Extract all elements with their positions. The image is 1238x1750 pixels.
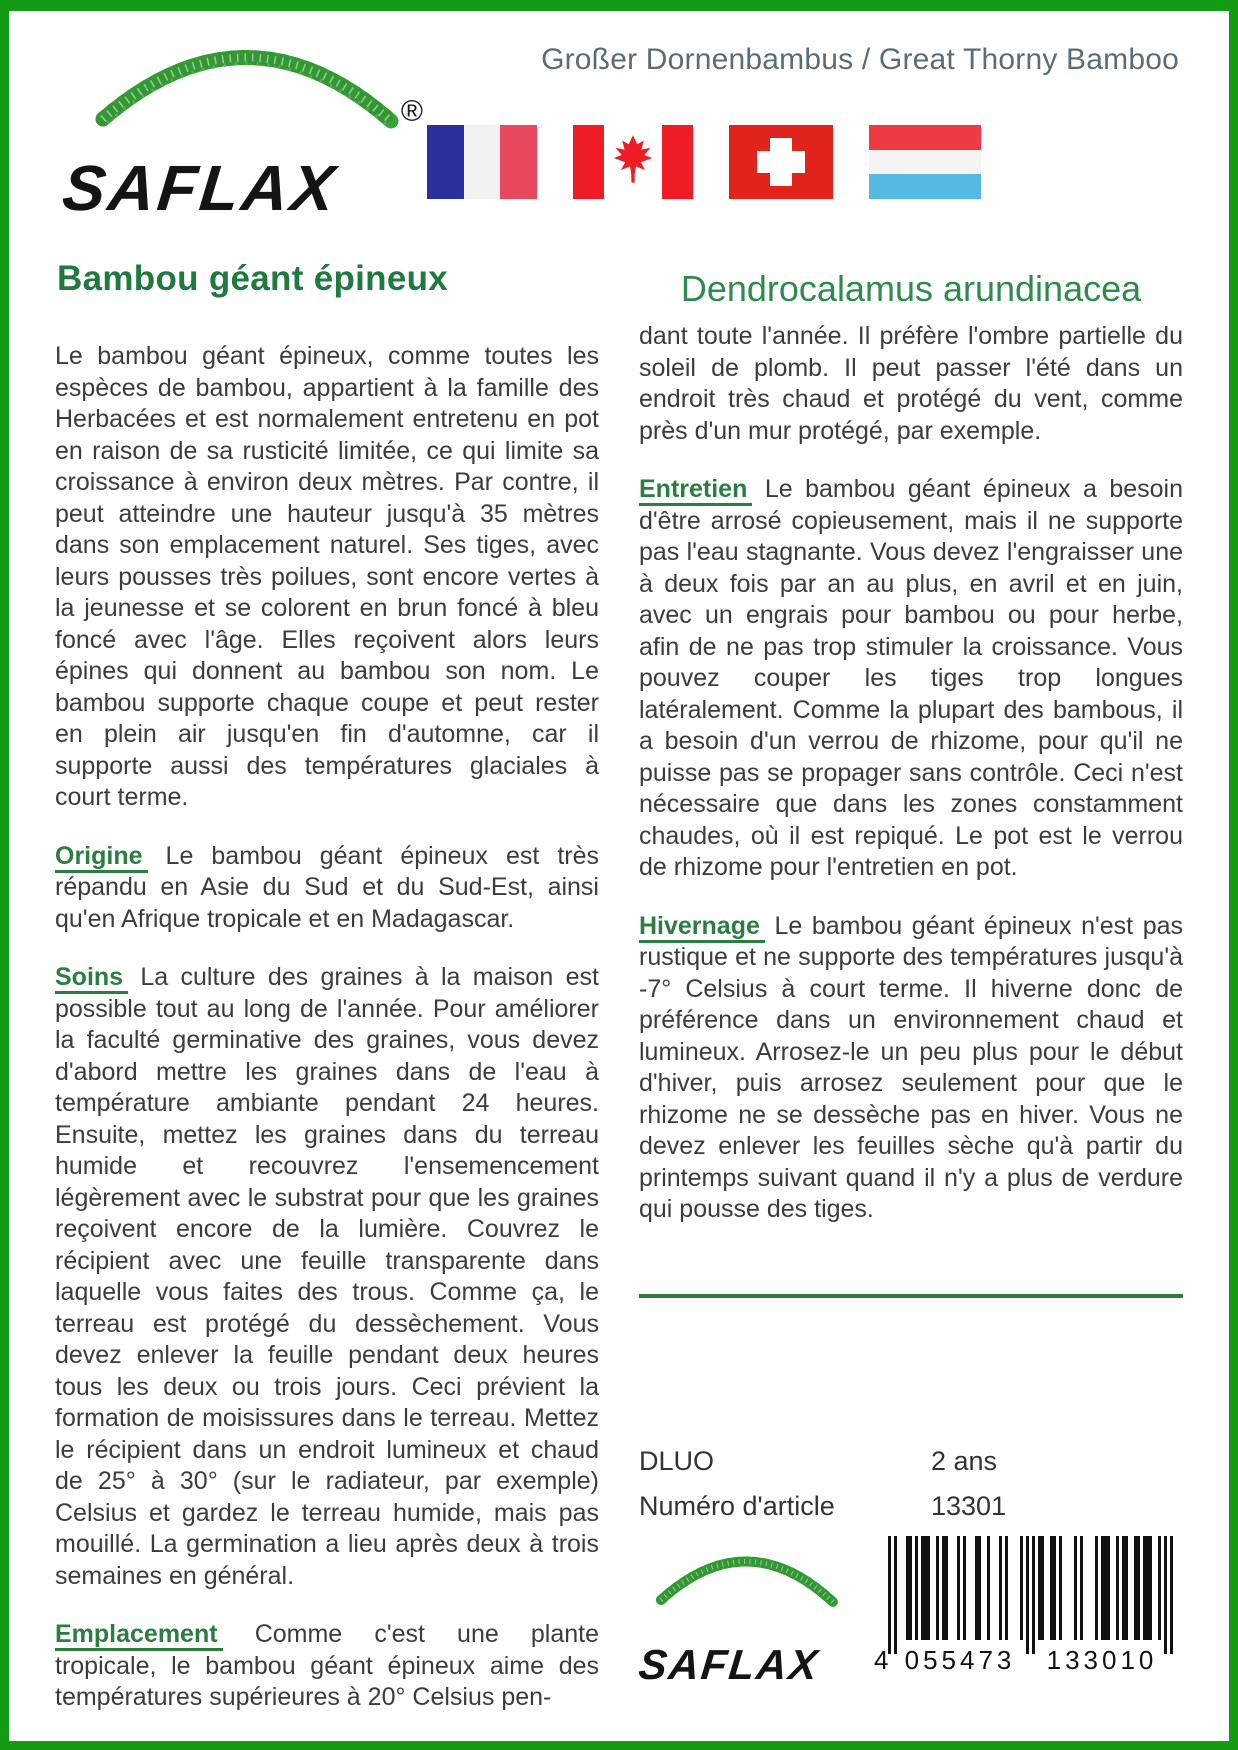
section-heading-soins: Soins — [55, 963, 128, 994]
saflax-logo — [59, 33, 423, 224]
meta-label-article-number: Numéro d'article — [639, 1490, 835, 1521]
left-column — [55, 253, 599, 1714]
barcode — [873, 1536, 1175, 1683]
section-text-hivernage: Le bambou géant épineux n'est pas rustique et ne supporte des températures jusqu'à -7° Celsius à court terme. Il hiverne donc de préférence dans un environnement chaud et lumineux. Arrosez-le un peu plus pour le début d'hiver, puis arrosez seulement pour que le rhizome ne se dessèche pas en hiver. Vous ne devez enlever les feuilles sèche qu'à partir du printemps suivant quand il n'y a plus de verdure qui pousse des tiges. — [639, 911, 1183, 1223]
meta-value-article-number: 13301 — [931, 1490, 1007, 1521]
continuation-paragraph: dant toute l'année. Il préfère l'ombre partielle du soleil de plomb. Il peut passer l'été dans un endroit très chaud et protégé du vent, comme près d'un mur protégé, par exemple. — [639, 322, 1183, 445]
section-heading-origine: Origine — [55, 842, 148, 873]
product-name-header: Großer Dornenbambus / Great Thorny Bamboo — [541, 43, 1179, 76]
meta-value-dluo: 2 ans — [931, 1445, 998, 1476]
section-text-soins: La culture des graines à la maison est possible tout au long de l'année. Pour améliorer la faculté germinative des graines, vous devez d'abord mettre les graines dans de l'eau à température ambiante pendant 24 heures. Ensuite, mettez les graines dans du terreau humide et recouvrez l'ensemencement légèrement avec le substrat pour que les graines reçoivent encore de la lumière. Couvrez le récipient avec une feuille transparente dans laquelle vous faites des trous. Comme ça, le terreau est protégé du dessèchement. Vous devez enlever la feuille pendant deux heures tous les deux ou trois jours. Ceci prévient la formation de moisissures dans le terreau. Mettez le récipient dans un endroit lumineux et chaud de 25° à 30° (sur le radiateur, par exemple) Celsius et gardez le terreau humide, mais pas mouillé. La germination a lieu après deux à trois semaines en général. — [55, 963, 599, 1590]
section-text-emplacement: Comme c'est une plante tropicale, le bambou géant épineux aime des températures supérieures à 20° Celsius pen- — [55, 1620, 599, 1711]
section-text-origine: Le bambou géant épineux est très répandu en Asie du Sud et du Sud-Est, ainsi qu'en Afrique tropicale et en Madagascar. — [55, 841, 599, 933]
registered-trademark-icon: ® — [400, 95, 423, 128]
right-column — [636, 253, 1183, 1688]
country-flags — [427, 125, 981, 199]
header — [55, 33, 1183, 229]
meta-label-dluo: DLUO — [639, 1445, 715, 1476]
footer-divider — [639, 1294, 1183, 1298]
meta-row-article-number — [639, 1491, 1183, 1521]
barcode-digits-right: 133010 — [1046, 1644, 1158, 1674]
section-text-entretien: Le bambou géant épineux a besoin d'être arrosé copieusement, mais il ne supporte pas l'eau stagnante. Vous devez l'engraisser une à deux fois par an au plus, en avril et en juin, avec un engrais pour bambou ou pour herbe, afin de ne pas trop stimuler la croissance. Vous pouvez couper les tiges trop longues latéralement. Comme la plupart des bambous, il a besoin d'un verrou de rhizome, pour qu'il ne puisse pas se propager sans contrôle. Ceci n'est nécessaire que dans les zones constamment chaudes, où il est repiqué. Le pot est le verrou de rhizome pour l'entretien en pot. — [639, 475, 1183, 881]
intro-paragraph: Le bambou géant épineux, comme toutes les espèces de bambou, appartient à la famille des Herbacées et est normalement entretenu en pot en raison de sa rusticité limitée, ce qui limite sa croissance à environ deux mètres. Par contre, il peut atteindre une hauteur jusqu'à 35 mètres dans son emplacement naturel. Ses tiges, avec leurs pousses très poilues, sont encore vertes à la jeunesse et se colorent en brun foncé à bleu foncé avec l'âge. Elles reçoivent alors leurs épines qui donnent au bambou son nom. Le bambou supporte chaque coupe et peut rester en plein air jusqu'en fin d'automne, car il supporte aussi des températures glaciales à court terme. — [55, 342, 599, 811]
barcode-digit-prefix: 4 — [874, 1644, 889, 1674]
section-heading-entretien: Entretien — [639, 475, 752, 506]
section-heading-emplacement: Emplacement — [55, 1620, 223, 1651]
footer-brand-barcode-row — [636, 1536, 1183, 1688]
meta-row-dluo — [639, 1446, 1183, 1476]
product-meta — [639, 1446, 1183, 1521]
brand-wordmark: SAFLAX — [636, 1640, 822, 1688]
body-columns — [55, 253, 1183, 1714]
section-heading-hivernage: Hivernage — [639, 912, 765, 943]
flag-switzerland-icon — [729, 125, 833, 199]
brand-wordmark: SAFLAX — [59, 152, 341, 224]
flag-canada-icon — [573, 125, 693, 199]
section-soins — [55, 962, 599, 1592]
brush-arc-icon — [653, 1550, 841, 1608]
barcode-digits-left: 055473 — [904, 1644, 1016, 1674]
latin-name-heading: Dendrocalamus arundinacea — [680, 268, 1142, 309]
ean13-barcode-icon — [873, 1536, 1175, 1674]
page-title: Bambou géant épineux — [57, 259, 449, 298]
section-emplacement — [55, 1619, 599, 1714]
saflax-logo-small — [636, 1550, 855, 1688]
flag-luxembourg-icon — [869, 125, 981, 199]
section-entretien — [639, 474, 1183, 884]
brush-arc-icon — [91, 39, 403, 129]
section-origine — [55, 841, 599, 936]
label-content — [9, 11, 1229, 1741]
section-hivernage — [639, 911, 1183, 1226]
flag-france-icon — [427, 125, 537, 199]
